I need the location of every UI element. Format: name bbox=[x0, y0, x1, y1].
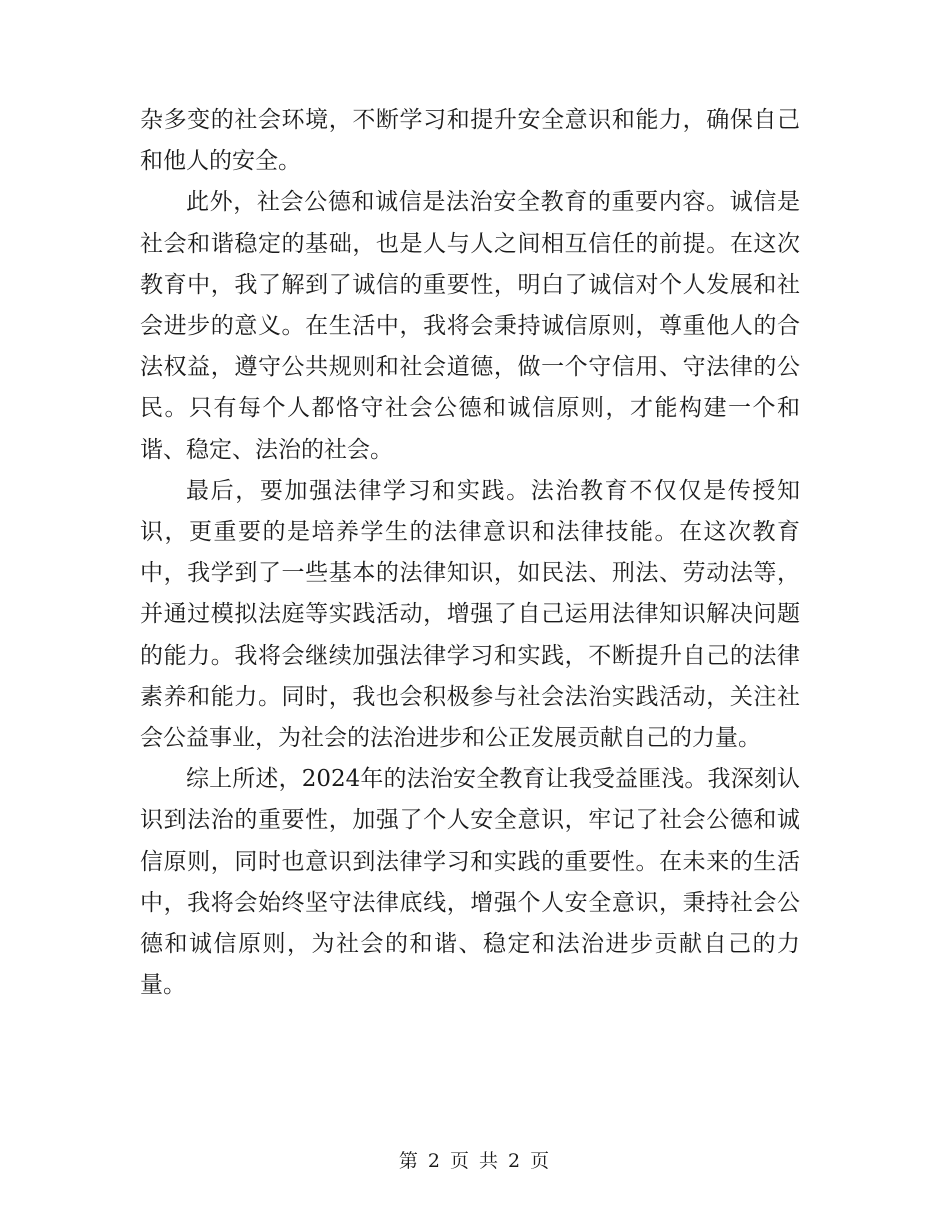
document-body bbox=[140, 100, 800, 1006]
paragraph-3: 最后，要加强法律学习和实践。法治教育不仅仅是传授知识，更重要的是培养学生的法律意识和法律技能。在这次教育中，我学到了一些基本的法律知识，如民法、刑法、劳动法等，并通过模拟法庭等实践活动，增强了自己运用法律知识解决问题的能力。我将会继续加强法律学习和实践，不断提升自己的法律素养和能力。同时，我也会积极参与社会法治实践活动，关注社会公益事业，为社会的法治进步和公正发展贡献自己的力量。 bbox=[140, 477, 800, 752]
paragraph-4: 综上所述，2024年的法治安全教育让我受益匪浅。我深刻认识到法治的重要性，加强了个人安全意识，牢记了社会公德和诚信原则，同时也意识到法律学习和实践的重要性。在未来的生活中，我将会始终坚守法律底线，增强个人安全意识，秉持社会公德和诚信原则，为社会的和谐、稳定和法治进步贡献自己的力量。 bbox=[140, 766, 800, 999]
page-number-footer: 第 2 页 共 2 页 bbox=[398, 1150, 552, 1172]
paragraph-1: 杂多变的社会环境，不断学习和提升安全意识和能力，确保自己和他人的安全。 bbox=[140, 107, 800, 175]
paragraph-2: 此外，社会公德和诚信是法治安全教育的重要内容。诚信是社会和谐稳定的基础，也是人与人之间相互信任的前提。在这次教育中，我了解到了诚信的重要性，明白了诚信对个人发展和社会进步的意义。在生活中，我将会秉持诚信原则，尊重他人的合法权益，遵守公共规则和社会道德，做一个守信用、守法律的公民。只有每个人都恪守社会公德和诚信原则，才能构建一个和谐、稳定、法治的社会。 bbox=[140, 189, 800, 463]
